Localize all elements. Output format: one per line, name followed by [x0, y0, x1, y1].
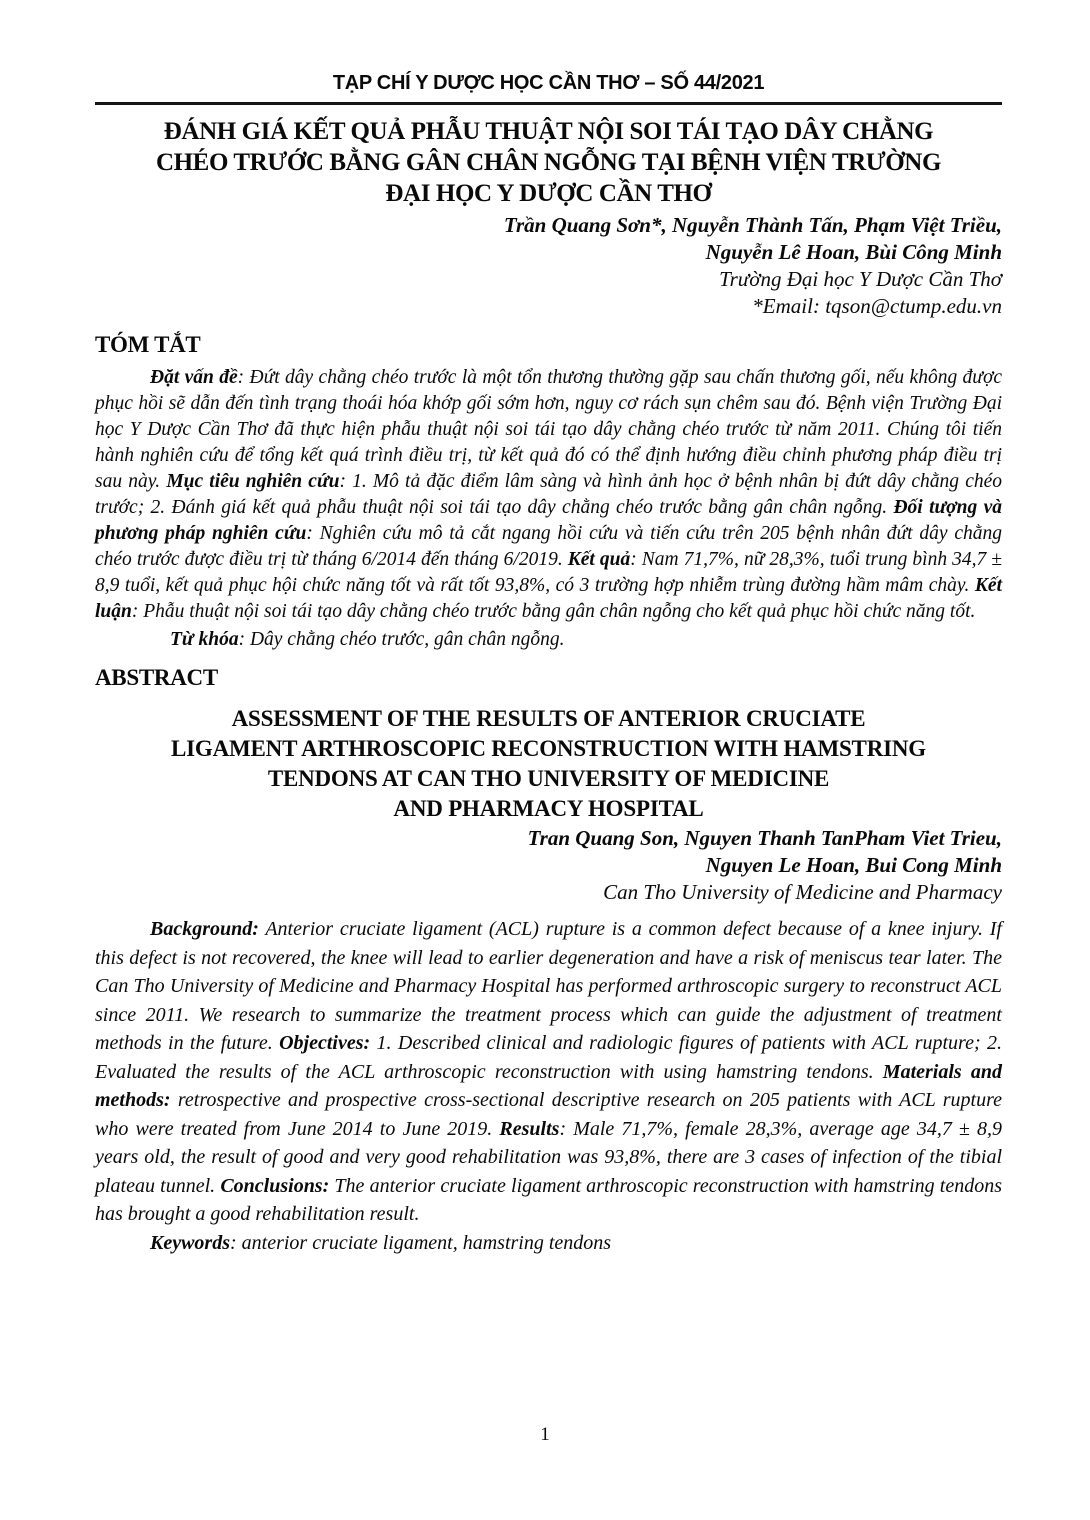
- article-title-en-line2: LIGAMENT ARTHROSCOPIC RECONSTRUCTION WITH HAMSTRING: [171, 736, 926, 761]
- page-number: 1: [540, 1424, 550, 1445]
- authors-en-line2: Nguyen Le Hoan, Bui Cong Minh: [705, 853, 1002, 877]
- article-title-vi: [95, 116, 1002, 209]
- page-content: [95, 72, 1002, 1257]
- affiliation-vi: Trường Đại học Y Dược Cần Thơ: [719, 267, 1002, 291]
- authors-en-line1: Tran Quang Son, Nguyen Thanh TanPham Viet Trieu,: [527, 826, 1002, 850]
- article-title-vi-line1: ĐÁNH GIÁ KẾT QUẢ PHẪU THUẬT NỘI SOI TÁI TẠO DÂY CHẰNG: [163, 118, 934, 145]
- article-title-vi-line3: ĐẠI HỌC Y DƯỢC CẦN THƠ: [385, 180, 712, 207]
- article-title-en-line4: AND PHARMACY HOSPITAL: [393, 796, 704, 821]
- abstract-paragraph-vi: Đặt vấn đề: Đứt dây chằng chéo trước là một tổn thương thường gặp sau chấn thương gối, nếu không được phục hồi sẽ dẫn đến tình trạng thoái hóa khớp gối sớm hơn, nguy cơ rách sụn chêm sau đó. Bệnh viện Trường Đại học Y Dược Cần Thơ đã thực hiện phẫu thuật nội soi tái tạo dây chằng chéo trước từ năm 2011. Chúng tôi tiến hành nghiên cứu để tổng kết quá trình điều trị, từ kết quả đó có thể định hướng điều chỉnh phương pháp điều trị sau này. Mục tiêu nghiên cứu: 1. Mô tả đặc điểm lâm sàng và hình ảnh học ở bệnh nhân bị đứt dây chằng chéo trước; 2. Đánh giá kết quả phẫu thuật nội soi tái tạo dây chằng chéo trước bằng gân chân ngỗng. Đối tượng và phương pháp nghiên cứu: Nghiên cứu mô tả cắt ngang hồi cứu và tiến cứu trên 205 bệnh nhân đứt dây chằng chéo trước được điều trị từ tháng 6/2014 đến tháng 6/2019. Kết quả: Nam 71,7%, nữ 28,3%, tuổi trung bình 34,7 ± 8,9 tuổi, kết quả phục hội chức năng tốt và rất tốt 93,8%, có 3 trường hợp nhiễm trùng đường hầm mâm chày. Kết luận: Phẫu thuật nội soi tái tạo dây chằng chéo trước bằng gân chân ngỗng cho kết quả phục hồi chức năng tốt.: [95, 367, 1003, 622]
- keywords-line-en: Keywords: anterior cruciate ligament, hamstring tendons: [150, 1231, 612, 1254]
- authors-block-en: [95, 825, 1002, 906]
- corresponding-email: *Email: tqson@ctump.edu.vn: [752, 294, 1002, 318]
- journal-header: TẠP CHÍ Y DƯỢC HỌC CẦN THƠ – SỐ 44/2021: [95, 72, 1002, 105]
- authors-block-vi: [95, 212, 1002, 320]
- article-title-en-line3: TENDONS AT CAN THO UNIVERSITY OF MEDICINE: [267, 766, 830, 791]
- affiliation-en: Can Tho University of Medicine and Pharmacy: [603, 880, 1002, 904]
- abstract-heading-en: ABSTRACT: [95, 665, 218, 690]
- article-title-en-line1: ASSESSMENT OF THE RESULTS OF ANTERIOR CRUCIATE: [231, 706, 866, 731]
- article-title-vi-line2: CHÉO TRƯỚC BẰNG GÂN CHÂN NGỖNG TẠI BỆNH VIỆN TRƯỜNG: [155, 149, 942, 176]
- keywords-line-vi: Từ khóa: Dây chằng chéo trước, gân chân ngỗng.: [170, 629, 565, 650]
- authors-vi-line2: Nguyễn Lê Hoan, Bùi Công Minh: [705, 240, 1002, 264]
- abstract-paragraph-en: Background: Anterior cruciate ligament (ACL) rupture is a common defect because of a knee injury. If this defect is not recovered, the knee will lead to earlier degeneration and have a risk of meniscus tear later. The Can Tho University of Medicine and Pharmacy Hospital has performed arthroscopic surgery to reconstruct ACL since 2011. We research to summarize the treatment process which can guide the adjustment of treatment methods in the future. Objectives: 1. Described clinical and radiologic figures of patients with ACL rupture; 2. Evaluated the results of the ACL arthroscopic reconstruction with using hamstring tendons. Materials and methods: retrospective and prospective cross-sectional descriptive research on 205 patients with ACL rupture who were treated from June 2014 to June 2019. Results: Male 71,7%, female 28,3%, average age 34,7 ± 8,9 years old, the result of good and very good rehabilitation was 93,8%, there are 3 cases of infection of the tibial plateau tunnel. Conclusions: The anterior cruciate ligament arthroscopic reconstruction with hamstring tendons has brought a good rehabilitation result.: [95, 918, 1003, 1225]
- article-title-en: [95, 704, 1002, 824]
- abstract-heading-vi: TÓM TẮT: [95, 332, 201, 357]
- authors-vi-line1: Trần Quang Sơn*, Nguyễn Thành Tấn, Phạm Việt Triều,: [503, 213, 1002, 237]
